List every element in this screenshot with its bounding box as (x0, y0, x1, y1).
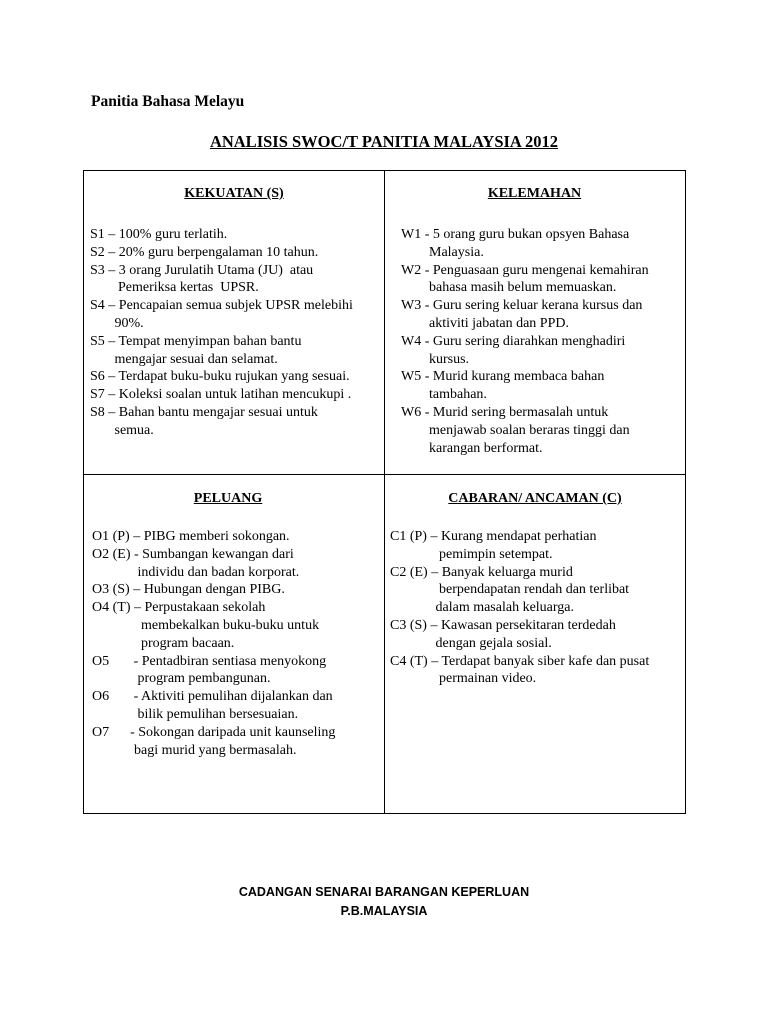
item-list (401, 226, 680, 457)
quadrant-title: KELEMAHAN (487, 186, 582, 201)
item-line: O1 (P) – PIBG memberi sokongan. (92, 529, 290, 544)
item-line: berpendapatan rendah dan terlibat (390, 582, 630, 598)
item-line: O6 - Aktiviti pemulihan dijalankan dan (92, 689, 333, 705)
item-line: Pemeriksa kertas UPSR. (90, 280, 259, 296)
quadrant-title: KEKUATAN (S) (184, 186, 284, 201)
item-line: dalam masalah keluarga. (390, 600, 575, 616)
list-item (92, 599, 378, 652)
item-line: C3 (S) – Kawasan persekitaran terdedah (390, 617, 616, 633)
item-line: W5 - Murid kurang membaca bahan (401, 369, 605, 385)
list-item (401, 262, 680, 298)
item-line: S5 – Tempat menyimpan bahan bantu (90, 333, 302, 349)
item-line: bilik pemulihan bersesuaian. (92, 706, 299, 722)
list-item (401, 297, 680, 333)
item-line: bahasa masih belum memuaskan. (401, 280, 617, 296)
item-line: S4 – Pencapaian semua subjek UPSR melebihi (90, 298, 353, 314)
item-line: S2 – 20% guru berpengalaman 10 tahun. (90, 244, 319, 260)
footer (0, 883, 768, 921)
item-line: pemimpin setempat. (390, 546, 553, 562)
item-line: O7 - Sokongan daripada unit kaunseling (92, 724, 336, 740)
item-line: S6 – Terdapat buku-buku rujukan yang sesuai. (90, 369, 350, 385)
item-line: W2 - Penguasaan guru mengenai kemahiran (401, 262, 649, 278)
list-item (401, 333, 680, 369)
item-list (90, 226, 378, 440)
list-item (90, 226, 378, 244)
list-item (92, 688, 378, 724)
item-line: S7 – Koleksi soalan untuk latihan mencukupi . (90, 387, 352, 403)
item-line: S1 – 100% guru terlatih. (90, 227, 228, 242)
item-line: membekalkan buku-buku untuk (92, 617, 320, 633)
item-line: tambahan. (401, 387, 487, 403)
item-line: Malaysia. (401, 244, 484, 260)
list-item (401, 226, 680, 262)
item-line: program bacaan. (92, 635, 235, 651)
item-line: mengajar sesuai dan selamat. (90, 351, 278, 367)
list-item (90, 297, 378, 333)
list-item (90, 333, 378, 369)
item-line: O4 (T) – Perpustakaan sekolah (92, 600, 266, 616)
item-line: S8 – Bahan bantu mengajar sesuai untuk (90, 404, 318, 420)
list-item (390, 564, 680, 617)
item-line: W4 - Guru sering diarahkan menghadiri (401, 333, 626, 349)
item-line: O3 (S) – Hubungan dengan PIBG. (92, 582, 285, 598)
item-line: C1 (P) – Kurang mendapat perhatian (390, 529, 597, 544)
item-line: individu dan badan korporat. (92, 564, 300, 580)
list-item (92, 581, 378, 599)
item-line: W1 - 5 orang guru bukan opsyen Bahasa (401, 227, 630, 242)
list-item (90, 404, 378, 440)
quadrant-weaknesses (385, 171, 686, 474)
item-line: aktiviti jabatan dan PPD. (401, 315, 569, 331)
swot-table (83, 170, 686, 814)
quadrant-strengths (84, 171, 384, 474)
list-item (92, 528, 378, 546)
item-line: kursus. (401, 351, 470, 367)
item-line: program pembangunan. (92, 671, 271, 687)
item-line: C4 (T) – Terdapat banyak siber kafe dan pusat (390, 653, 650, 669)
item-line: permainan video. (390, 671, 537, 687)
list-item (390, 617, 680, 653)
item-line: menjawab soalan beraras tinggi dan (401, 422, 630, 438)
list-item (390, 528, 680, 564)
item-line: S3 – 3 orang Jurulatih Utama (JU) atau (90, 262, 314, 278)
item-line: O5 - Pentadbiran sentiasa menyokong (92, 653, 327, 669)
quadrant-opportunities (84, 475, 384, 813)
item-line: W6 - Murid sering bermasalah untuk (401, 404, 609, 420)
document-title: ANALISIS SWOC/T PANITIA MALAYSIA 2012 (209, 132, 559, 151)
footer-line-1: CADANGAN SENARAI BARANGAN KEPERLUAN (238, 885, 530, 899)
item-line: dengan gejala sosial. (390, 635, 552, 651)
item-line: O2 (E) - Sumbangan kewangan dari (92, 546, 294, 562)
item-line: bagi murid yang bermasalah. (92, 742, 297, 758)
list-item (90, 368, 378, 386)
footer-line-2: P.B.MALAYSIA (340, 904, 428, 918)
quadrant-title: PELUANG (193, 491, 263, 506)
item-list (390, 528, 680, 688)
item-line: karangan berformat. (401, 440, 543, 456)
list-item (92, 653, 378, 689)
list-item (401, 368, 680, 404)
list-item (90, 244, 378, 262)
item-line: W3 - Guru sering keluar kerana kursus dan (401, 298, 643, 314)
list-item (92, 546, 378, 582)
quadrant-title: CABARAN/ ANCAMAN (C) (448, 491, 622, 506)
list-item (92, 724, 378, 760)
document-heading: Panitia Bahasa Melayu (91, 93, 245, 110)
list-item (90, 262, 378, 298)
quadrant-challenges (385, 475, 686, 813)
list-item (401, 404, 680, 457)
item-line: C2 (E) – Banyak keluarga murid (390, 564, 573, 580)
item-line: 90%. (90, 315, 144, 331)
list-item (390, 653, 680, 689)
list-item (90, 386, 378, 404)
item-list (92, 528, 378, 759)
item-line: semua. (90, 422, 154, 438)
